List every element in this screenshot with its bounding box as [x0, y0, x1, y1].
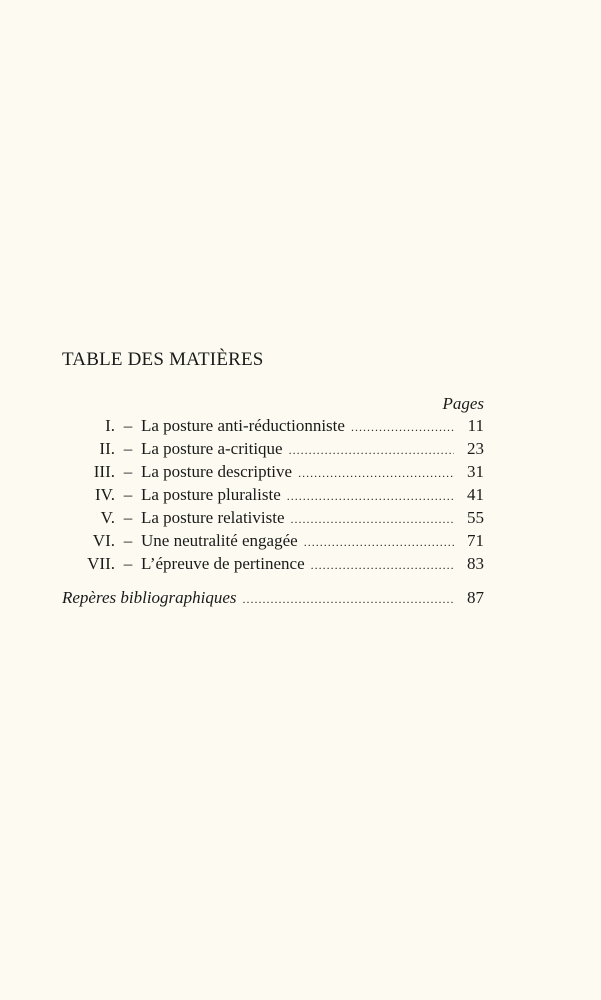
dash: –: [123, 462, 133, 481]
chapter-title: La posture a-critique: [141, 439, 283, 458]
chapter-title: L’épreuve de pertinence: [141, 554, 305, 573]
chapter-number: III.: [93, 462, 115, 481]
leader-dots: [291, 512, 454, 527]
toc-entry: [62, 439, 484, 462]
toc-entry: [62, 554, 484, 577]
leader-dots: [298, 466, 454, 481]
page-number: 87: [467, 588, 484, 607]
dash: –: [123, 531, 133, 550]
chapter-title: La posture pluraliste: [141, 485, 281, 504]
chapter-title: La posture anti-réductionniste: [141, 416, 345, 435]
page-number: 41: [467, 485, 484, 504]
chapter-title: La posture relativiste: [141, 508, 285, 527]
toc-entry: [62, 416, 484, 439]
leader-dots: [243, 592, 454, 607]
dash: –: [123, 485, 133, 504]
chapter-number: I.: [105, 416, 115, 435]
dash: –: [123, 554, 133, 573]
leader-dots: [287, 489, 454, 504]
bibliography-title: Repères bibliographiques: [62, 588, 237, 607]
table-of-contents: [62, 416, 484, 611]
chapter-number: VII.: [87, 554, 115, 573]
leader-dots: [289, 443, 454, 458]
page-number: 55: [467, 508, 484, 527]
page-title: TABLE DES MATIÈRES: [62, 349, 264, 370]
chapter-number: VI.: [92, 531, 115, 550]
chapter-number: II.: [99, 439, 115, 458]
toc-entry: [62, 508, 484, 531]
toc-entry: [62, 485, 484, 508]
dash: –: [123, 508, 133, 527]
chapter-title: Une neutralité engagée: [141, 531, 298, 550]
leader-dots: [311, 558, 454, 573]
toc-entry-bibliography: [62, 588, 484, 611]
page-number: 11: [467, 416, 484, 435]
toc-entry: [62, 462, 484, 485]
chapter-number: IV.: [95, 485, 115, 504]
pages-column-header: Pages: [442, 394, 484, 413]
page-number: 23: [467, 439, 484, 458]
page-number: 31: [467, 462, 484, 481]
toc-entry: [62, 531, 484, 554]
chapter-title: La posture descriptive: [141, 462, 293, 481]
chapter-number: V.: [100, 508, 115, 527]
dash: –: [123, 439, 133, 458]
dash: –: [123, 416, 133, 435]
leader-dots: [351, 420, 454, 435]
page-number: 71: [467, 531, 484, 550]
page-number: 83: [467, 554, 484, 573]
leader-dots: [304, 535, 454, 550]
